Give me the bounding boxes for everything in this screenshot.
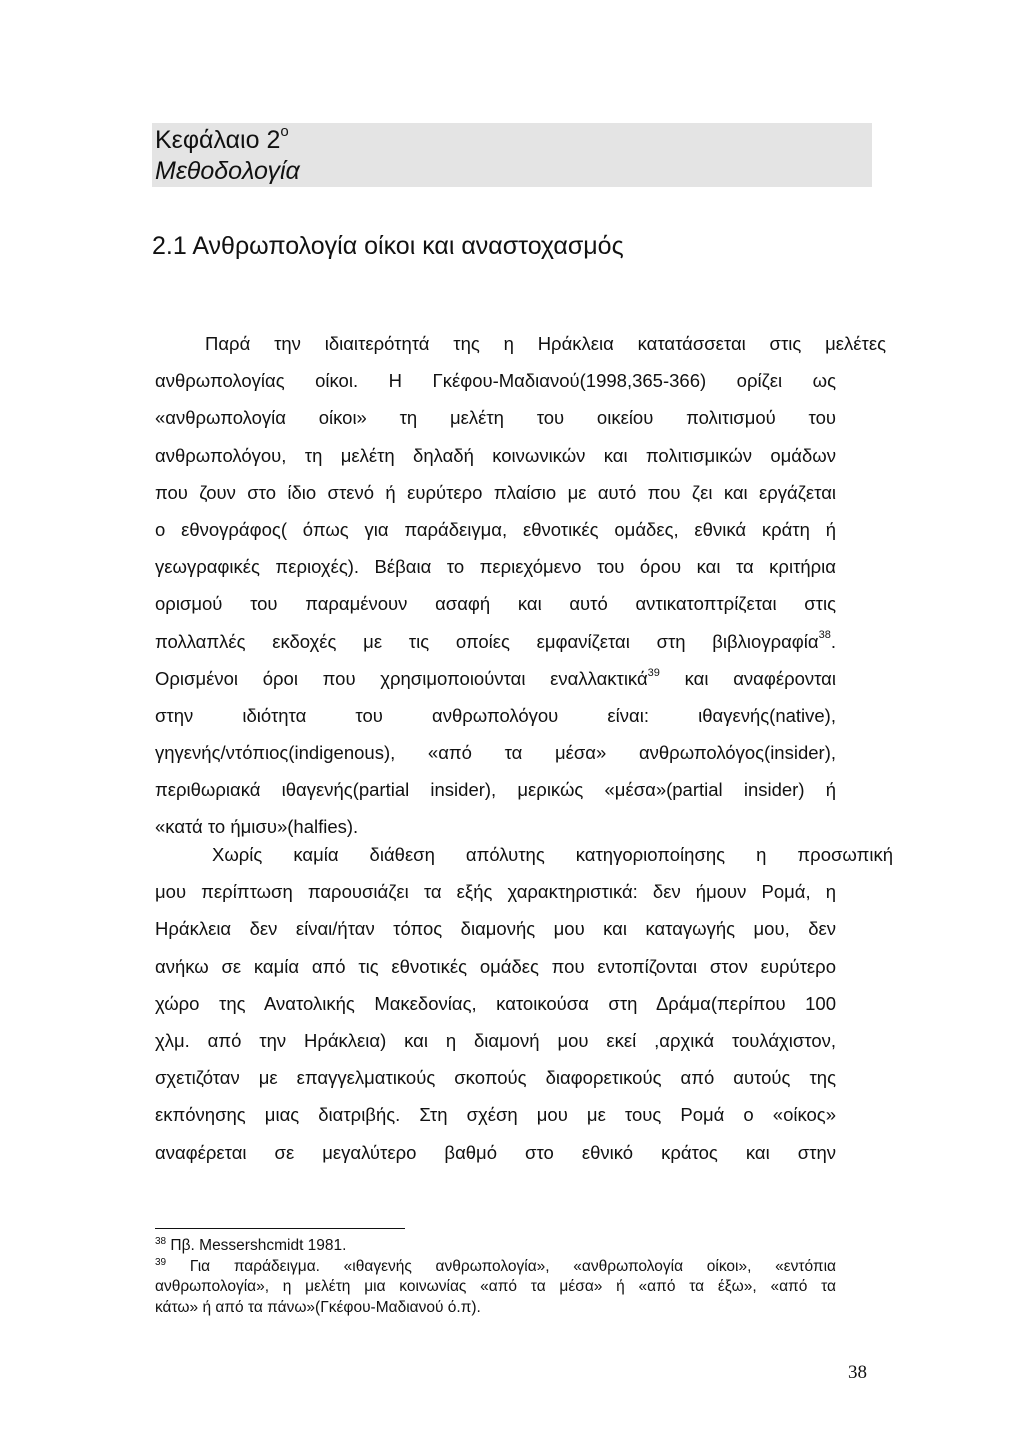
footnotes [155,1236,836,1318]
paragraph-line: ανθρωπολόγου, τη μελέτη δηλαδή κοινωνικών και πολιτισμικών ομάδων [155,444,836,466]
paragraph-line: ανήκω σε καμία από τις εθνοτικές ομάδες που εντοπίζονται στον ευρύτερο [155,955,836,977]
paragraph-line: «ανθρωπολογία οίκοι» τη μελέτη του οικείου πολιτισμού του [155,407,836,429]
section-title: 2.1 Ανθρωπολογία οίκοι και αναστοχασμός [152,232,624,260]
paragraph-line: γεωγραφικές περιοχές). Βέβαια το περιεχόμενο του όρου και τα κριτήρια [155,556,836,578]
paragraph-line-text: πολλαπλές εκδοχές με τις οποίες εμφανίζεται στη βιβλιογραφία [155,630,819,652]
paragraph-line-text: Ορισμένοι όροι που χρησιμοποιούνται εναλλακτικά [155,667,648,689]
paragraph-line-end: . [830,630,836,652]
footnote-ref-38[interactable]: 38 [818,629,831,642]
paragraph-line: Ηράκλεια δεν είναι/ήταν τόπος διαμονής μου και καταγωγής μου, δεν [155,918,836,940]
paragraph-line: σχετιζόταν με επαγγελματικούς σκοπούς διαφορετικούς από αυτούς της [155,1067,836,1089]
footnote-text: Για παράδειγμα. «ιθαγενής ανθρωπολογία», «ανθρωπολογία οίκοι», «εντόπια [166,1257,836,1275]
chapter-label-text: Κεφάλαιο 2 [155,126,281,154]
paragraph-line: Χωρίς καμία διάθεση απόλυτης κατηγοριοποίησης η προσωπική [212,844,893,865]
paragraph-line-end: και αναφέρονται [684,667,836,689]
footnote-39-line: κάτω» ή από τα πάνω»(Γκέφου-Μαδιανού ό.π). [155,1298,481,1316]
footnote-separator [155,1228,405,1229]
paragraph-line: αναφέρεται σε μεγαλύτερο βαθμό στο εθνικό κράτος και στην [155,1141,836,1163]
paragraph-line: στην ιδιότητα του ανθρωπολόγου είναι: ιθαγενής(native), [155,704,836,726]
paragraph-line: ορισμού του παραμένουν ασαφή και αυτό αντικατοπτρίζεται στις [155,593,836,615]
footnote-number: 39 [155,1256,167,1268]
paragraph-line: που ζουν στο ίδιο στενό ή ευρύτερο πλαίσιο με αυτό που ζει και εργάζεται [155,481,836,503]
footnote-38 [155,1236,836,1257]
footnote-39-line: ανθρωπολογία», η μελέτη μια κοινωνίας «από τα μέσα» ή «από τα έξω», «από τα [155,1278,836,1295]
footnote-39-line [155,1257,836,1278]
paragraph-line-with-ref [155,660,836,697]
paragraph [155,836,893,1171]
chapter-title: Μεθοδολογία [155,157,300,185]
chapter-label [155,125,289,159]
paragraph-line-with-ref [155,623,836,660]
paragraph [155,325,886,846]
paragraph-line: «κατά το ήμισυ»(halfies). [155,816,359,838]
chapter-heading-box [152,123,872,187]
paragraph-line: χώρο της Ανατολικής Μακεδονίας, κατοικούσα στη Δράμα(περίπου 100 [155,992,836,1014]
paragraph-line: γηγενής/ντόπιος(indigenous), «από τα μέσα» ανθρωπολόγος(insider), [155,742,836,764]
paragraph-line: περιθωριακά ιθαγενής(partial insider), μερικώς «μέσα»(partial insider) ή [155,779,836,801]
chapter-label-superscript: ο [280,123,289,140]
page-number: 38 [848,1362,867,1383]
paragraph-line: εκπόνησης μιας διατριβής. Στη σχέση μου με τους Ρομά ο «οίκος» [155,1104,836,1126]
footnote-text: Πβ. Messershcmidt 1981. [166,1237,347,1254]
paragraph-line: μου περίπτωση παρουσιάζει τα εξής χαρακτηριστικά: δεν ήμουν Ρομά, η [155,881,836,903]
footnote-number: 38 [155,1235,167,1247]
footnote-ref-39[interactable]: 39 [647,666,660,679]
paragraph-line: χλμ. από την Ηράκλεια) και η διαμονή μου εκεί ,αρχικά τουλάχιστον, [155,1029,836,1051]
paragraph-line: ο εθνογράφος( όπως για παράδειγμα, εθνοτικές ομάδες, εθνικά κράτη ή [155,518,836,540]
paragraph-line: ανθρωπολογίας οίκοι. Η Γκέφου-Μαδιανού(1998,365-366) ορίζει ως [155,370,836,392]
paragraph-line: Παρά την ιδιαιτερότητά της η Ηράκλεια κατατάσσεται στις μελέτες [205,333,886,354]
